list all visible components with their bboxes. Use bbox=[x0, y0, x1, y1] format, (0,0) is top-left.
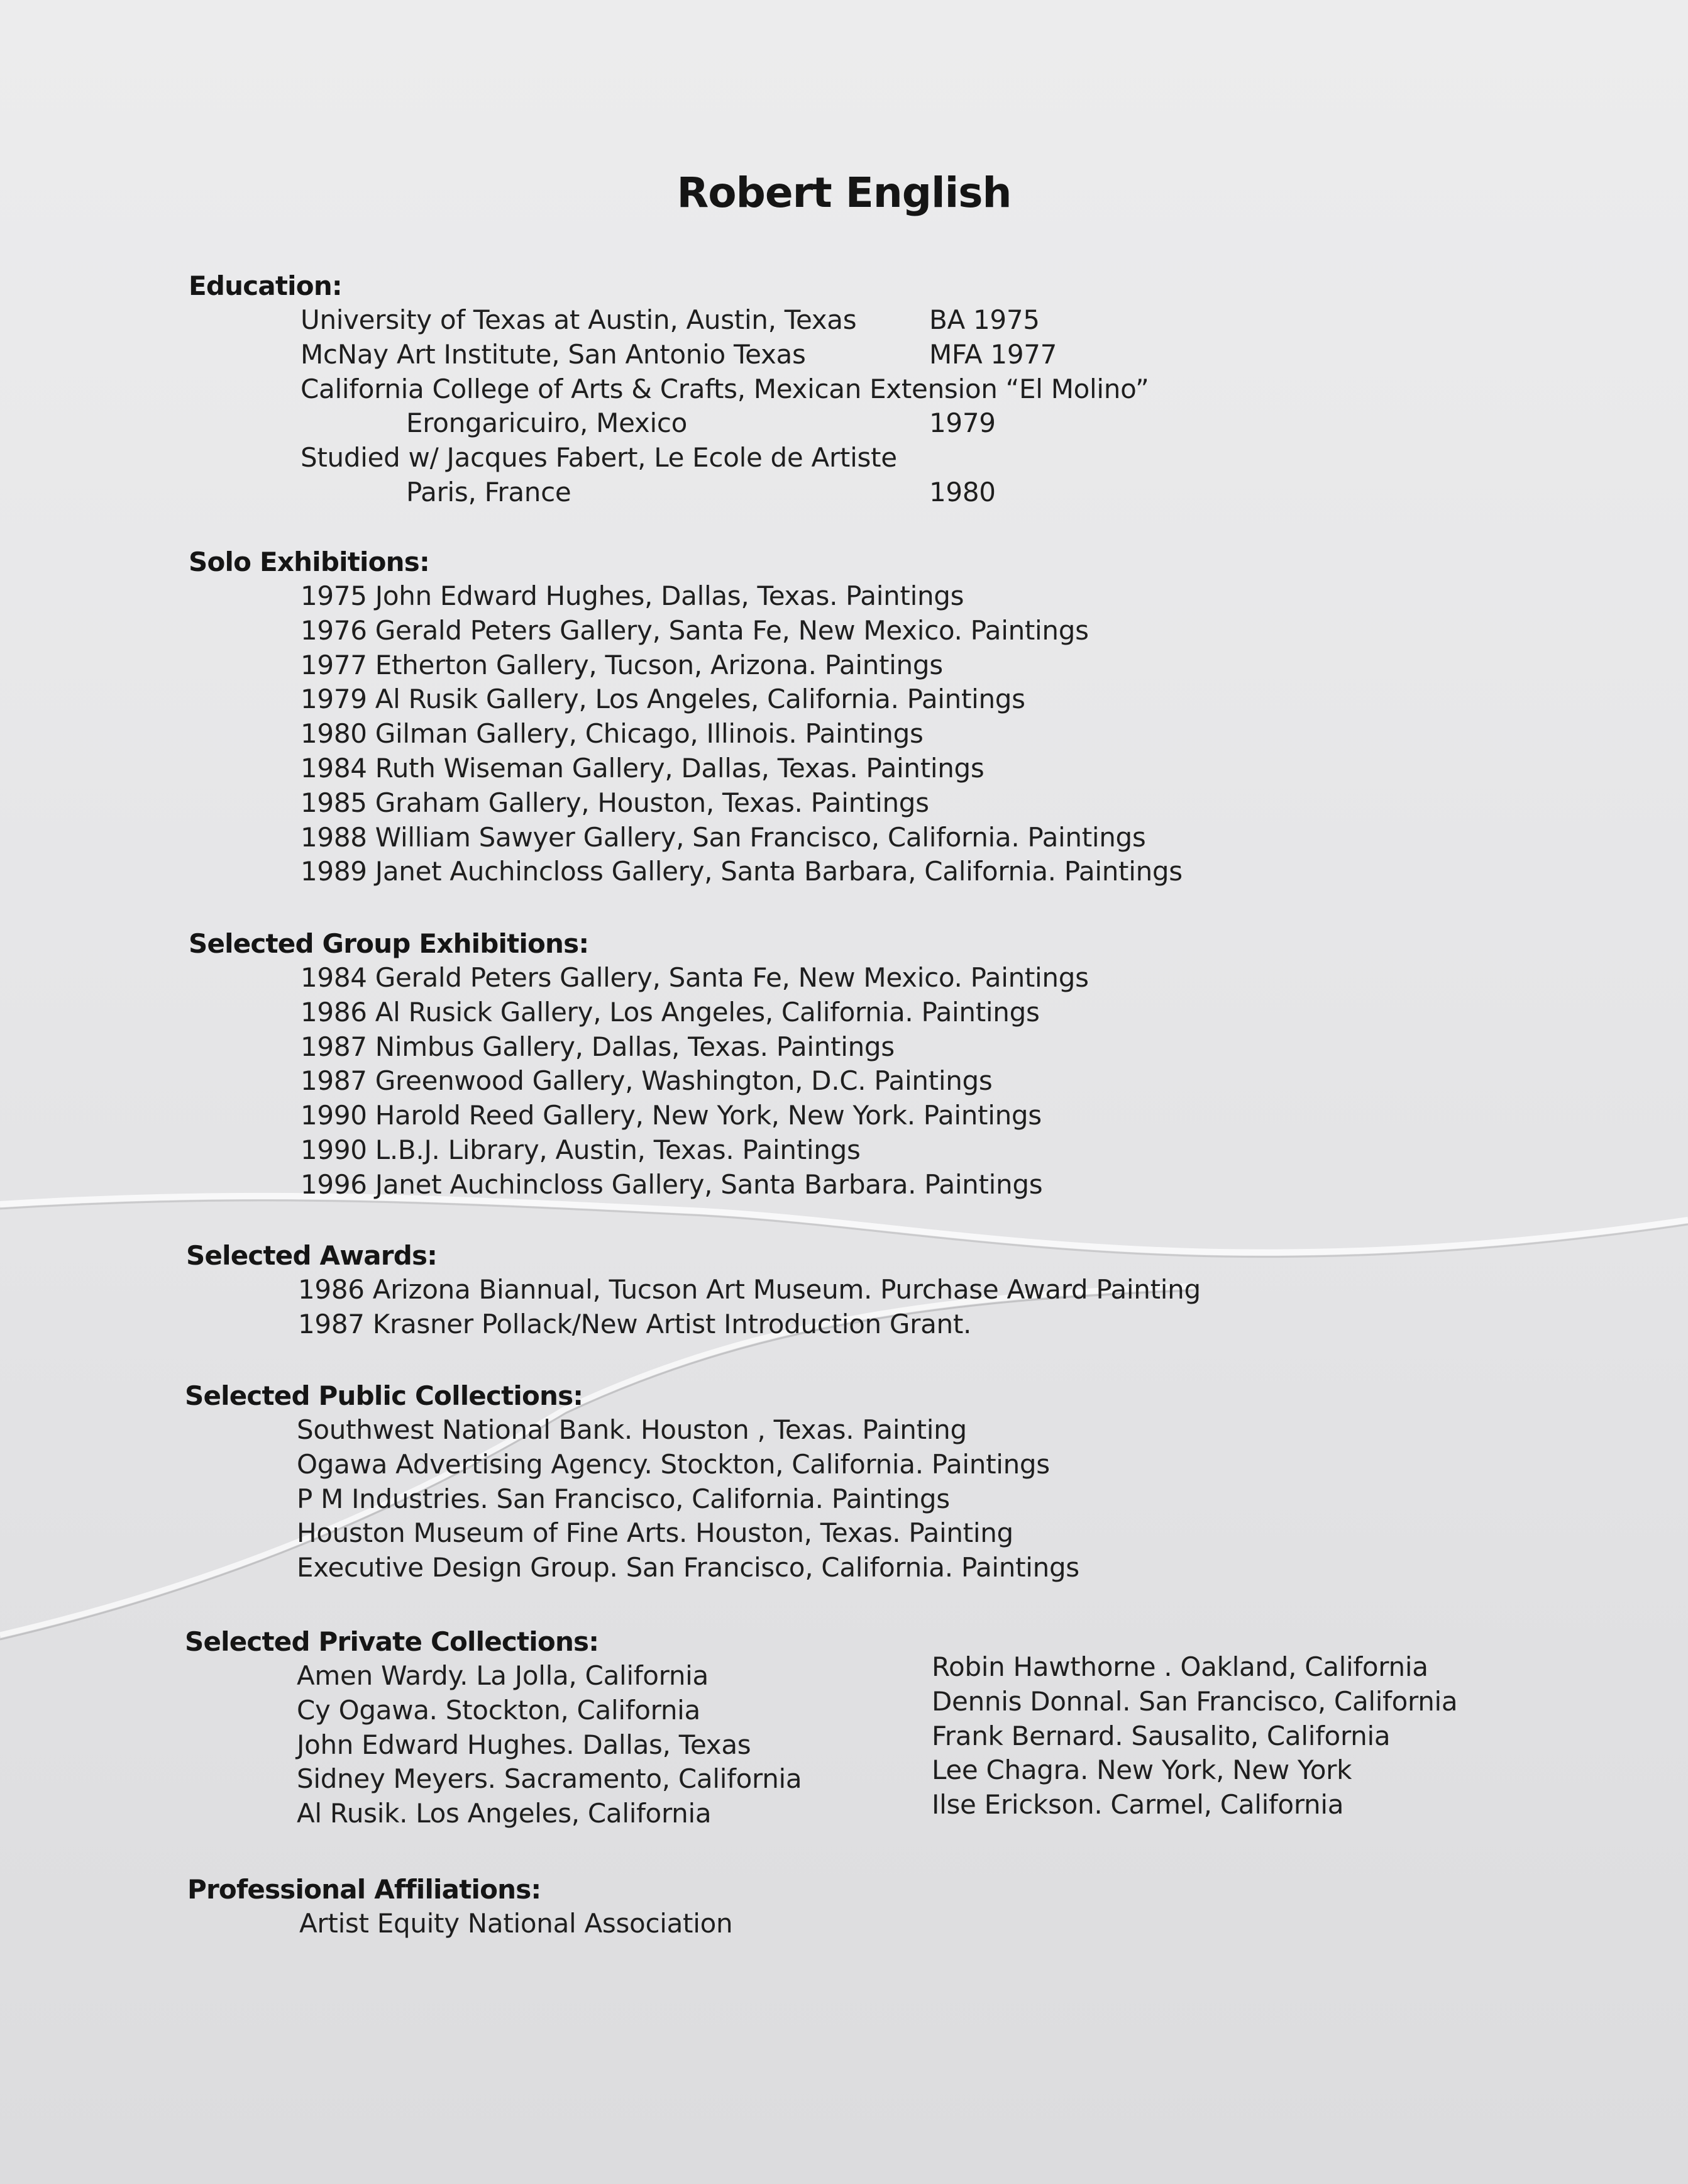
private-collections-left-column bbox=[297, 1659, 932, 1831]
education-entry bbox=[301, 338, 1572, 372]
education-entry bbox=[301, 303, 1572, 338]
education-list bbox=[301, 303, 1572, 510]
private-collection-item: Cy Ogawa. Stockton, California bbox=[297, 1694, 700, 1726]
award-item: 1987 Krasner Pollack/New Artist Introduction Grant. bbox=[298, 1308, 972, 1339]
education-institution: University of Texas at Austin, Austin, Texas bbox=[301, 304, 857, 335]
public-collection-item: Executive Design Group. San Francisco, California. Paintings bbox=[297, 1552, 1079, 1583]
affiliation-item: Artist Equity National Association bbox=[299, 1908, 733, 1939]
private-collection-item: Sidney Meyers. Sacramento, California bbox=[297, 1763, 802, 1795]
private-collection-item: Robin Hawthorne . Oakland, California bbox=[932, 1651, 1428, 1682]
education-institution: McNay Art Institute, San Antonio Texas bbox=[301, 338, 806, 370]
group-exhibition-item: 1987 Nimbus Gallery, Dallas, Texas. Paintings bbox=[301, 1031, 895, 1062]
public-collection-item: P M Industries. San Francisco, California. Paintings bbox=[297, 1483, 950, 1514]
private-collections-columns bbox=[297, 1651, 1568, 1831]
private-collection-item: Al Rusik. Los Angeles, California bbox=[297, 1798, 712, 1829]
award-item: 1986 Arizona Biannual, Tucson Art Museum. Purchase Award Painting bbox=[298, 1274, 1201, 1305]
education-institution: California College of Arts & Crafts, Mexican Extension “El Molino” bbox=[301, 373, 1149, 404]
education-entry bbox=[301, 475, 1572, 510]
group-exhibition-item: 1990 L.B.J. Library, Austin, Texas. Paintings bbox=[301, 1134, 861, 1165]
group-exhibitions-list bbox=[301, 961, 1572, 1202]
affiliations-heading: Professional Affiliations: bbox=[187, 1874, 541, 1905]
awards-heading: Selected Awards: bbox=[186, 1240, 438, 1271]
education-location: Paris, France bbox=[406, 476, 571, 507]
solo-exhibitions-section bbox=[189, 545, 1572, 889]
private-collection-item: Ilse Erickson. Carmel, California bbox=[932, 1789, 1344, 1821]
public-collection-item: Southwest National Bank. Houston , Texas. Painting bbox=[297, 1414, 967, 1445]
solo-exhibition-item: 1975 John Edward Hughes, Dallas, Texas. Paintings bbox=[301, 580, 964, 611]
public-collections-list bbox=[297, 1413, 1568, 1585]
resume-title: Robert English bbox=[676, 169, 1012, 217]
education-location: Erongaricuiro, Mexico bbox=[406, 407, 688, 439]
education-year: MFA 1977 bbox=[929, 338, 1057, 370]
solo-exhibition-item: 1989 Janet Auchincloss Gallery, Santa Barbara, California. Paintings bbox=[301, 856, 1183, 887]
solo-exhibitions-heading: Solo Exhibitions: bbox=[189, 546, 429, 577]
education-institution: Studied w/ Jacques Fabert, Le Ecole de Artiste bbox=[301, 442, 897, 474]
affiliations-section bbox=[187, 1873, 1570, 1941]
education-heading: Education: bbox=[189, 270, 342, 301]
private-collection-item: Dennis Donnal. San Francisco, California bbox=[932, 1685, 1458, 1717]
solo-exhibition-item: 1988 William Sawyer Gallery, San Francisco, California. Paintings bbox=[301, 821, 1146, 853]
group-exhibitions-section bbox=[189, 927, 1572, 1202]
group-exhibition-item: 1987 Greenwood Gallery, Washington, D.C. Paintings bbox=[301, 1065, 993, 1097]
group-exhibitions-heading: Selected Group Exhibitions: bbox=[189, 928, 589, 959]
education-year: 1980 bbox=[929, 476, 996, 507]
education-entry bbox=[301, 441, 1572, 475]
group-exhibition-item: 1984 Gerald Peters Gallery, Santa Fe, New Mexico. Paintings bbox=[301, 962, 1089, 993]
solo-exhibition-item: 1984 Ruth Wiseman Gallery, Dallas, Texas. Paintings bbox=[301, 752, 985, 784]
public-collections-heading: Selected Public Collections: bbox=[185, 1380, 583, 1411]
group-exhibition-item: 1986 Al Rusick Gallery, Los Angeles, California. Paintings bbox=[301, 996, 1040, 1028]
education-section bbox=[189, 269, 1572, 510]
solo-exhibition-item: 1979 Al Rusik Gallery, Los Angeles, California. Paintings bbox=[301, 684, 1025, 715]
public-collection-item: Ogawa Advertising Agency. Stockton, California. Paintings bbox=[297, 1448, 1050, 1480]
solo-exhibitions-list bbox=[301, 579, 1572, 889]
private-collection-item: Amen Wardy. La Jolla, California bbox=[297, 1660, 709, 1691]
awards-section bbox=[186, 1239, 1569, 1342]
private-collection-item: Lee Chagra. New York, New York bbox=[932, 1754, 1352, 1786]
private-collection-item: Frank Bernard. Sausalito, California bbox=[932, 1720, 1391, 1751]
education-entry bbox=[301, 406, 1572, 441]
solo-exhibition-item: 1980 Gilman Gallery, Chicago, Illinois. Paintings bbox=[301, 718, 924, 750]
education-year: 1979 bbox=[929, 407, 996, 439]
private-collections-section bbox=[185, 1625, 1568, 1831]
group-exhibition-item: 1996 Janet Auchincloss Gallery, Santa Barbara. Paintings bbox=[301, 1168, 1043, 1200]
affiliations-list bbox=[299, 1907, 1570, 1941]
awards-list bbox=[298, 1273, 1569, 1342]
private-collection-item: John Edward Hughes. Dallas, Texas bbox=[297, 1729, 751, 1760]
education-entry bbox=[301, 372, 1572, 407]
education-year: BA 1975 bbox=[929, 304, 1040, 335]
solo-exhibition-item: 1985 Graham Gallery, Houston, Texas. Paintings bbox=[301, 787, 929, 818]
public-collections-section bbox=[185, 1379, 1568, 1585]
private-collections-heading: Selected Private Collections: bbox=[185, 1626, 599, 1657]
private-collections-right-column bbox=[932, 1650, 1567, 1831]
solo-exhibition-item: 1977 Etherton Gallery, Tucson, Arizona. Paintings bbox=[301, 649, 943, 680]
group-exhibition-item: 1990 Harold Reed Gallery, New York, New York. Paintings bbox=[301, 1100, 1042, 1131]
solo-exhibition-item: 1976 Gerald Peters Gallery, Santa Fe, New Mexico. Paintings bbox=[301, 614, 1089, 646]
public-collection-item: Houston Museum of Fine Arts. Houston, Texas. Painting bbox=[297, 1517, 1013, 1549]
